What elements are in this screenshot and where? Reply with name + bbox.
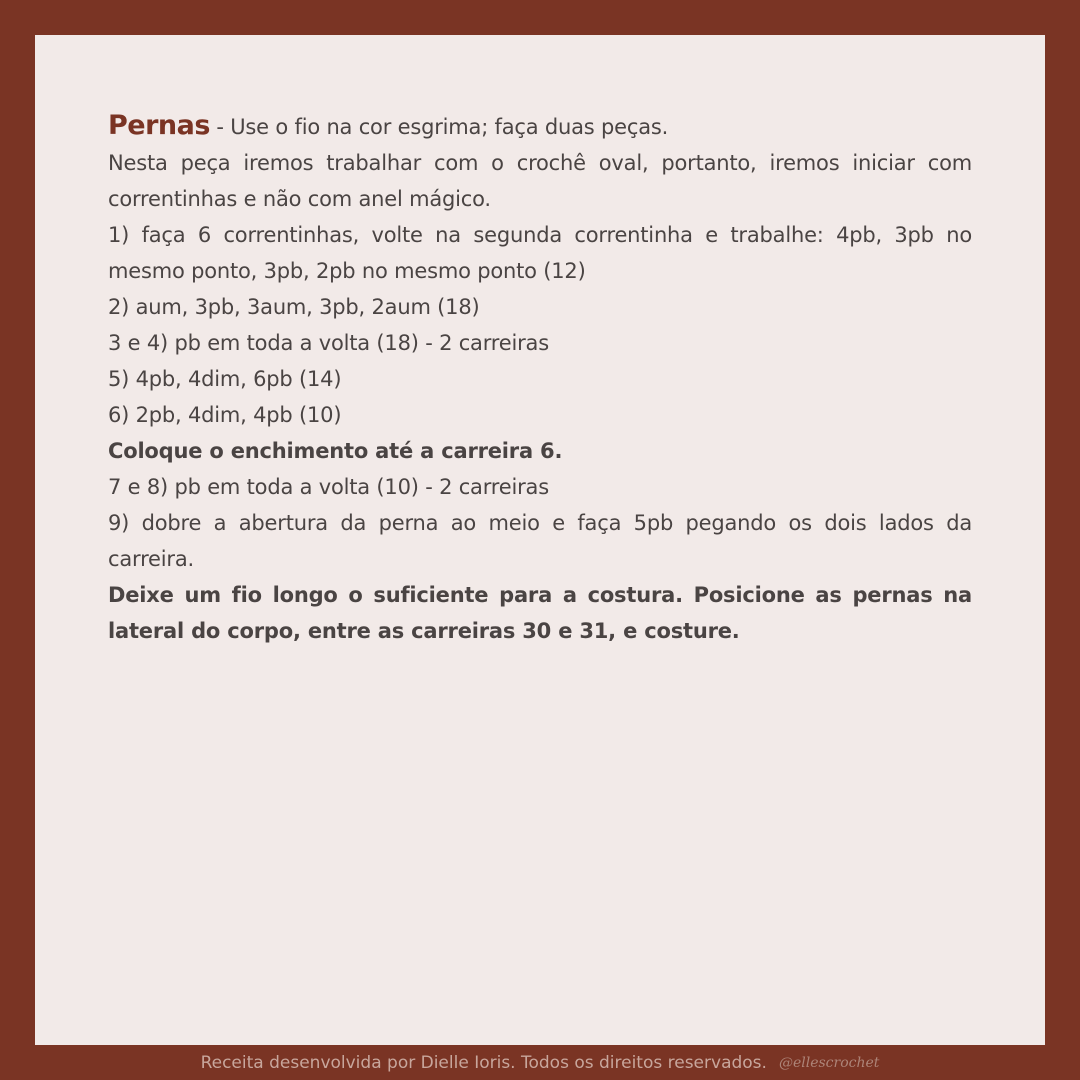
section-title: Pernas: [108, 110, 210, 141]
signature-logo: @ellescrochet: [778, 1055, 880, 1071]
sewing-note: Deixe um fio longo o suficiente para a costura. Posicione as pernas na lateral do corpo, entre as carreiras 30 e 31, e costure.: [108, 583, 972, 643]
stuffing-note: Coloque o enchimento até a carreira 6.: [108, 439, 563, 463]
step-2: 2) aum, 3pb, 3aum, 3pb, 2aum (18): [108, 295, 480, 319]
recipe-content: [108, 108, 972, 649]
section-heading: [108, 108, 972, 145]
step-3-4: 3 e 4) pb em toda a volta (18) - 2 carreiras: [108, 331, 549, 355]
intro-paragraph: Nesta peça iremos trabalhar com o crochê oval, portanto, iremos iniciar com correntinhas e não com anel mágico.: [108, 151, 972, 211]
step-5: 5) 4pb, 4dim, 6pb (14): [108, 367, 342, 391]
footer: [0, 1046, 1080, 1080]
copyright-text: Receita desenvolvida por Dielle Ioris. Todos os direitos reservados.: [200, 1053, 767, 1073]
step-9: 9) dobre a abertura da perna ao meio e faça 5pb pegando os dois lados da carreira.: [108, 511, 972, 571]
step-7-8: 7 e 8) pb em toda a volta (10) - 2 carreiras: [108, 475, 549, 499]
step-1: 1) faça 6 correntinhas, volte na segunda correntinha e trabalhe: 4pb, 3pb no mesmo ponto, 3pb, 2pb no mesmo ponto (12): [108, 223, 972, 283]
step-6: 6) 2pb, 4dim, 4pb (10): [108, 403, 342, 427]
section-subtitle: - Use o fio na cor esgrima; faça duas peças.: [209, 115, 669, 139]
